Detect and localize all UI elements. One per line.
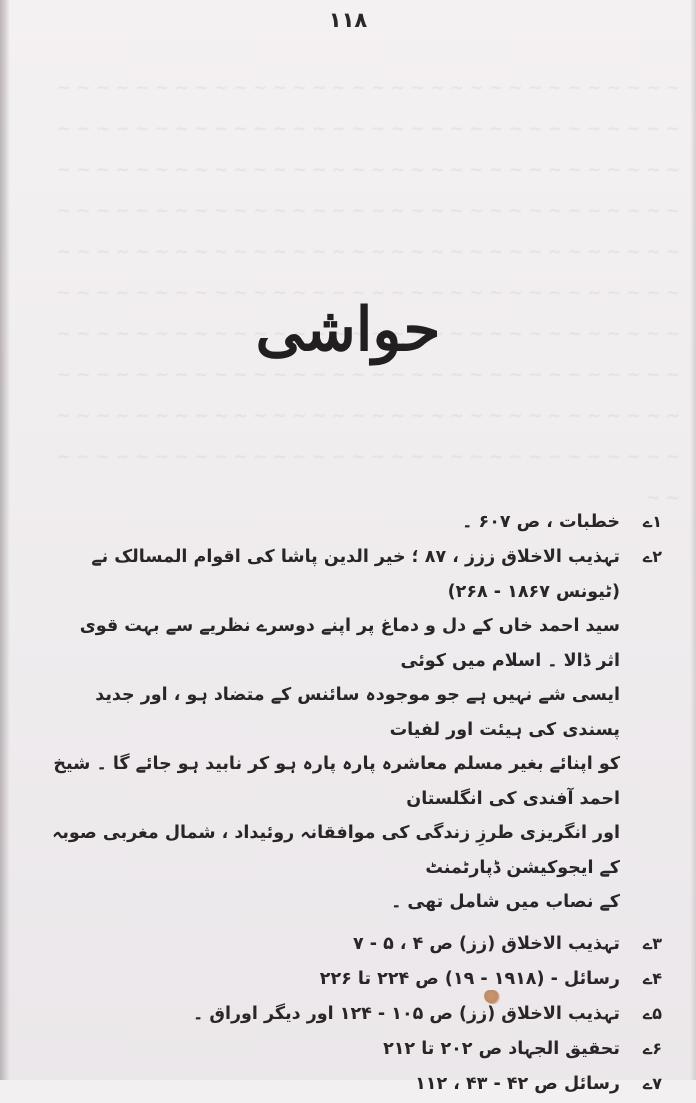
footnote-text: تحقیق الجہاد ص ۲۰۲ تا ۲۱۲ [383,1038,620,1059]
footnote-item [52,963,664,998]
page-binding-shadow [0,0,10,1080]
footnote-text: تہذیب الاخلاق (زز) ص ۴ ، ۵ - ۷ [352,933,620,954]
footnote-text-line: اور انگریزی طرزِ زندگی کی موافقانہ روئیداد ، شمال مغربی صوبہ کے ایجوکیشن ڈپارٹمنٹ [52,823,620,878]
footnote-item [52,1068,664,1103]
footnote-text-line: سید احمد خاں کے دل و دماغ پر اپنے دوسرے نظریے سے بہت قوی اثر ڈالا ۔ اسلام میں کوئی [79,616,620,671]
footnote-text-line: کے نصاب میں شامل تھی ۔ [391,892,620,912]
footnote-item [52,506,664,538]
page-edge-shadow [690,0,696,1080]
footnote-text-line: ایسی شے نہیں ہے جو موجودہ سائنس کے متضاد ہو ، اور جدید پسندی کی ہیئت اور لفیات [95,685,620,740]
footnote-number: ۳ے [642,933,662,953]
footnote-text: رسائل - (۱۹۱۸ - ۱۹) ص ۲۲۴ تا ۲۲۶ [319,968,620,989]
footnote-text-line: کو اپنائے بغیر مسلم معاشرہ پارہ پارہ ہو کر نابید ہو جائے گا ۔ شیخ احمد آفندی کی انگلستان [53,754,620,809]
footnote-text: خطبات ، ص ۶۰۷ ۔ [462,512,620,532]
footnote-item [52,540,664,920]
footnote-number: ۴ے [642,968,662,988]
footnote-text: تہذیب الاخلاق (زز) ص ۱۰۵ - ۱۲۴ اور دیگر اوراق ۔ [192,1003,620,1024]
footnote-item [52,928,664,963]
footnote-item [52,1033,664,1068]
footnotes-list [52,500,664,1103]
footnote-number: ۲ے [642,547,662,566]
show-through-text: ~ ~ ~ ~ ~ ~ ~ ~ ~ ~ ~ ~ ~ ~ ~ ~ ~ ~ ~ ~ ~ ~ ~ ~ ~ ~ ~ ~ ~ ~ ~ ~ ~ ~ ~ ~ ~ ~ ~ ~ ~ ~ ~ ~ ~ ~ ~ ~ ~ ~ ~ ~ ~ ~ ~ ~ ~ ~ ~ ~ ~ ~ ~ ~ ~ ~ ~ ~ ~ ~ ~ ~ ~ ~ ~ ~ ~ ~ ~ ~ ~ ~ ~ ~ ~ ~ ~ ~ ~ ~ ~ ~ ~ ~ ~ ~ ~ ~ ~ ~ ~ ~ ~ ~ ~ ~ ~ ~ ~ ~ ~ ~ ~ ~ ~ ~ ~ ~ ~ ~ ~ ~ ~ ~ ~ ~ ~ ~ ~ ~ ~ ~ ~ ~ ~ ~ ~ ~ ~ ~ ~ ~ ~ ~ ~ ~ ~ ~ ~ ~ ~ ~ ~ ~ ~ ~ ~ ~ ~ ~ ~ ~ ~ ~ ~ ~ ~ ~ ~ ~ ~ ~ ~ ~ ~ ~ ~ ~ ~ ~ ~ ~ ~ ~ ~ ~ ~ ~ ~ ~ ~ ~ ~ ~ ~ ~ ~ ~ ~ ~ ~ ~ ~ ~ ~ ~ ~ ~ ~ ~ ~ ~ ~ ~ ~ ~ ~ ~ ~ ~ ~ ~ ~ ~ ~ ~ ~ ~ ~ ~ ~ ~ ~ ~ ~ ~ ~ ~ ~ ~ ~ ~ ~ ~ ~ ~ ~ ~ ~ ~ ~ ~ ~ ~ ~ ~ ~ ~ ~ ~ ~ ~ ~ ~ ~ ~ ~ ~ ~ ~ ~ ~ ~ ~ ~ ~ ~ ~ ~ ~ ~ ~ ~ ~ ~ ~ ~ ~ ~ ~ ~ ~ ~ ~ ~ ~ ~ ~ ~ ~ ~ ~ ~ ~ ~ ~ ~ ~ ~ ~ ~ ~ ~ ~ ~ ~ ~ ~ ~ ~ ~ ~ [56,78,680,508]
footnote-number: ۵ے [642,1003,662,1023]
footnote-number: ۱ے [642,512,662,531]
page-heading: حواشی [255,295,441,365]
ink-stain-mark [484,990,500,1004]
footnote-text: رسائل ص ۴۲ - ۴۳ ، ۱۱۲ [415,1073,620,1094]
footnote-number: ۷ے [642,1073,662,1093]
page-number: ١١٨ [328,8,368,32]
footnote-number: ۶ے [642,1038,662,1058]
footnote-text-line: تہذیب الاخلاق ززز ، ۸۷ ؛ خیر الدین پاشا کی اقوام المسالک نے (ٹیونس ۱۸۶۷ - ۲۶۸) [91,547,620,602]
footnote-item [52,998,664,1033]
